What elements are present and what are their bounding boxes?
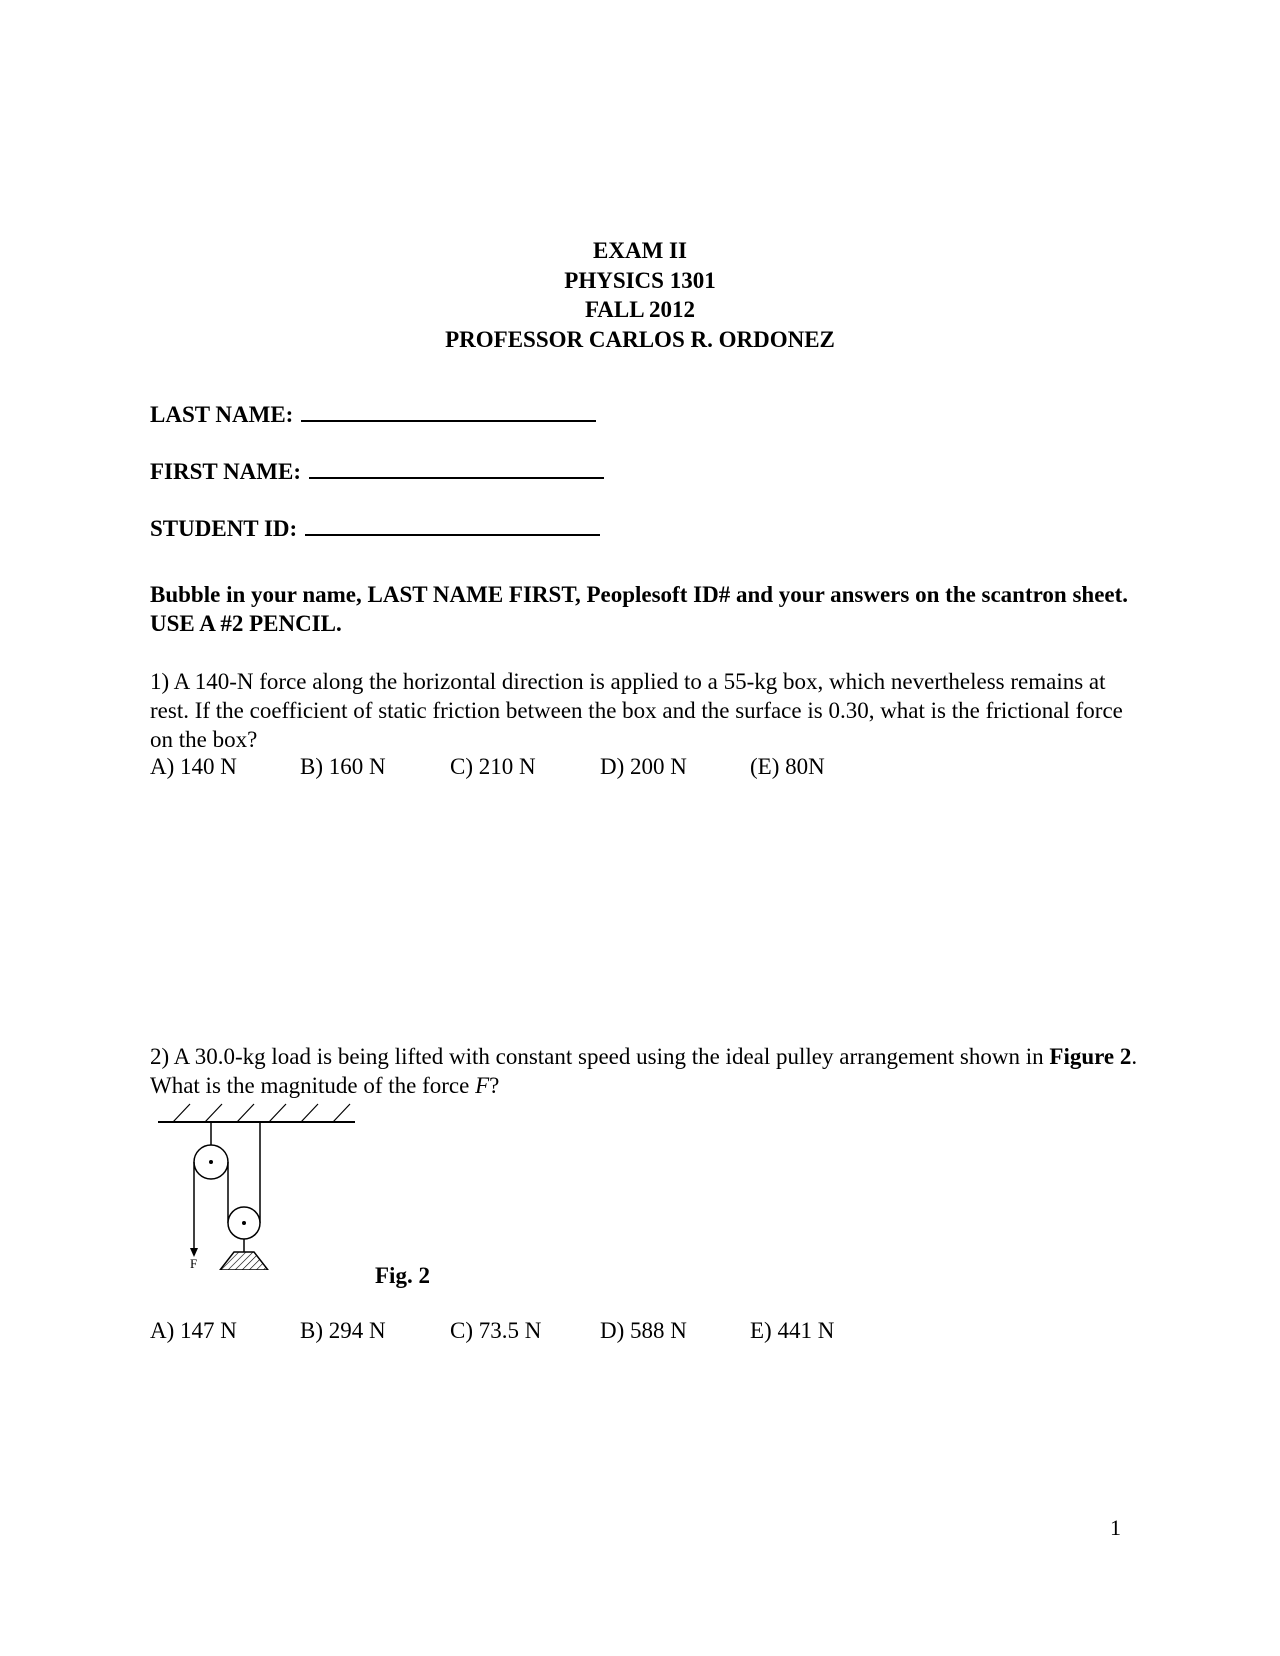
- question-1-text: 1) A 140-N force along the horizontal direction is applied to a 55-kg box, which nevertheless remains at rest. If the coefficient of static friction between the box and the surface is 0.30, what is the frictional force on the box?: [150, 669, 1123, 752]
- pulley-diagram: [150, 1100, 370, 1270]
- term: FALL 2012: [584, 297, 696, 322]
- student-id-blank[interactable]: [305, 533, 600, 536]
- q2-figure-ref: Figure 2: [1049, 1044, 1132, 1069]
- figure-caption: Fig. 2: [375, 1263, 430, 1288]
- student-id-label: STUDENT ID:: [150, 516, 298, 541]
- q2-text-middle: . What is the magnitude of the force: [150, 1044, 1138, 1098]
- q2-choice-e: E) 441 N: [750, 1318, 835, 1343]
- upper-pulley-axle: [209, 1160, 213, 1164]
- q1-choice-b: B) 160 N: [300, 754, 386, 779]
- force-label: F: [190, 1256, 198, 1270]
- exam-title: EXAM II: [593, 238, 687, 263]
- question-2-text: [150, 1042, 1140, 1100]
- student-id-field: [150, 516, 600, 542]
- q1-choice-e: (E) 80N: [750, 754, 825, 779]
- last-name-blank[interactable]: [301, 419, 596, 422]
- first-name-blank[interactable]: [309, 476, 604, 479]
- q1-choice-c: C) 210 N: [450, 754, 536, 779]
- q2-text-after: ?: [489, 1073, 500, 1098]
- page-number: 1: [1110, 1515, 1121, 1540]
- q2-choice-b: B) 294 N: [300, 1318, 386, 1343]
- lower-pulley-axle: [242, 1221, 246, 1225]
- q2-text-before: 2) A 30.0-kg load is being lifted with constant speed using the ideal pulley arrangement shown in: [150, 1044, 1050, 1069]
- q2-choice-a: A) 147 N: [150, 1318, 237, 1343]
- last-name-label: LAST NAME:: [150, 402, 294, 427]
- course-name: PHYSICS 1301: [564, 267, 716, 293]
- instructions: Bubble in your name, LAST NAME FIRST, Peoplesoft ID# and your answers on the scantron sheet. USE A #2 PENCIL.: [150, 582, 1129, 636]
- last-name-field: [150, 402, 596, 428]
- exam-header: [0, 236, 1280, 354]
- q2-choice-c: C) 73.5 N: [450, 1318, 542, 1343]
- professor-name: PROFESSOR CARLOS R. ORDONEZ: [445, 326, 835, 352]
- q2-choice-d: D) 588 N: [600, 1318, 687, 1343]
- ceiling-hatching: [173, 1104, 350, 1122]
- q2-force-symbol: F: [475, 1073, 490, 1098]
- load-weight: [220, 1252, 268, 1270]
- q1-choice-a: A) 140 N: [150, 754, 237, 779]
- first-name-label: FIRST NAME:: [150, 459, 302, 484]
- q1-choice-d: D) 200 N: [600, 754, 687, 779]
- first-name-field: [150, 459, 604, 485]
